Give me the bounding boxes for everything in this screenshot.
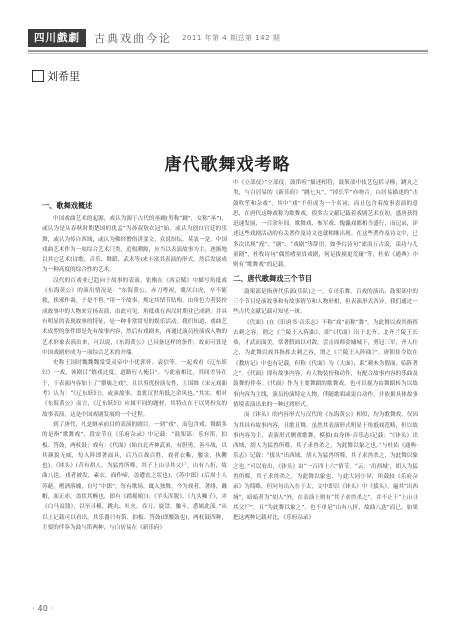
paragraph: 中国戏曲艺术的起源，戏认为源于古代的巫觋(男称“觋”，女称“巫”)，或认为是从春秋时期楚国的优孟“为孙叔敖衣冠”始，或认为创自宫廷的乐舞，或认为传自西域，或认为佛经僧俗讲变文，众说纷纭，莫衷一是。中国戏曲艺术作为一项综合艺术门类，追根溯源，应当以表演故事为主，逐渐地以其它艺术(诗歌、音乐、舞蹈、武术等)来丰富其表演的形式，然后发展成为一种高度的综合性的艺术。 (42, 216, 227, 274)
paragraph: 中《立部伎》”立部伎，鼓笛喧”描述相符，鼓架部中伎艺包括寻橦，跳丸之类，与白居易的《新乐府》“跳七丸”、“掉长竿”亦吻合。白居易描述的“击鼓吹笙和杂戏”，其中“戏”不但成为一个名词，而且包含着故事表演的意思，在唐代这种戏称为歌舞戏，很多古文献记载着戏剧艺术在初，盛唐获得迅速发展，一百余年间，歌舞戏、参军戏、傀儡戏都相当盛行，而记录，评述这些戏剧活动的有关著作及诗文也就相继出现。在这些著作及诗文中，已多次出现“戏”、“剧”、“戏剧”等辞语，如李白诗句“谑浪万古羡，羡功与儿童剧”，杜牧诗句“偶然嗜童真戏剧，何足拔撞更荒庸”等，杜佑《通典》中则有“歌舞戏”的记载。 (233, 180, 418, 269)
paragraph: 鼓架部是指唐代乐部(乐队)之一，专司乐舞，百戏的演出，鼓架部中的三个节目是演故事和有故事情节和人物形相，但表演形式各异，我们通过一些古代文献记载可知见一斑。 (233, 288, 418, 316)
section-heading: 二、唐代歌舞戏三个节目 (233, 273, 313, 283)
author-name: 刘希里 (47, 70, 80, 83)
column-name: 古典戏曲今论 (94, 32, 172, 45)
header-rule-thin (28, 53, 428, 54)
section-heading: 一、歌舞戏概述 (42, 201, 93, 210)
paragraph: 而《钵头》的内容形式与汉代的《东海黄公》相似，均为歌舞戏，仅因为其具有故事内容，且歌且舞，虽然其表演形式明显于角抵戏范畴，但以故事内容为主，表演形式侧重歌舞，模拟(由身体·音乐志)记载：“《钵头》出西域，胡人为猛兽所噬，其子求兽杀之，为此舞以象之也。”与杜佑《通典·乐志》记载：“拔头”出西域，胡人为猛兽所噬，其子求兽杀之，为此舞以象之也。”可以看出，《钵头》由“一百四十六”情节，“云：‘出西域’，胡人为猛兽所噬，其子求兽杀之，为此舞以象也，与此大同小异，所载较《乐府杂录》为简略，但问句出入在于太，文中即以《钵头》中《拔头》，遍其“出西域”，暗暗者为“胡人”外，在表演上则有“其子求兽杀之”，并不止于“上山寻其父尸”，且“为此舞以象之”，也不单是“山有八折，故曲八迭”而已，如果把这两种记载对比，《乐府杂录》 (233, 412, 418, 522)
journal-brand: 四川戲劇 (28, 29, 86, 47)
article-title: 唐代歌舞戏考略 (164, 155, 291, 175)
issue-info: 2011 年第 4 期总第 142 期 (182, 34, 281, 42)
paragraph: 史称王国时魏魏魏常受灵帝中小优郭怀、袁信等，一起戏看《辽东妖妇》一戏，该剧目“嬉戏过度，道路行人掩目”。与此前相比，其间差异在于，于表演内容加上了“猥亵之戏”，且以男优扮演女性，王国维《宋元戏曲考》认为：“《辽东妖妇》，或演故事，盖犹汉世角抵之余风也。”其实，相对《东海黄公》而言，《辽东妖妇》应属不同的题材，其特点在于以男扮女的故事表演，这是中国戏剧发展的一个过程。 (42, 360, 227, 418)
paragraph: 到了唐代，凡是继承前目的表演的剧目，一到“戏”，而包含戏、舞蹈多的是指“歌舞戏”，段安节在《乐府杂录》中记载：“鼓架部：乐有笛、拍板、答鼓，两杖鼓；戏有：《代面》(始自北齐神武弟，有胆勇，善斗战，以其颜貌无威，每入阵即著面具，后乃百战百胜，戏者衣紫，腰金，执鞭也)、《钵头》(昔有胡人，为猛兽所噬，其子上山寻其父尸，山有八折，故曲八迭，戏者被发，素衣，面作啼，盖遭丧之状也)、《苏中郎》(后周士人苏葩，嗜酒落魄，自号“中郎”，每有歌场，辄入独舞，今为戏者，著绯，戴帽，面正赤，盖状其醉也，即有《踏摇娘》)、《羊头浑脱》、《九头狮子》，弄《白马益钱》，以至寻橦、跳丸、吐火、吞刀、旋盘、触斗，悉属此部。”从以上记载可以看出，其乐器只有笛、拍板、答鼓(即腰鼓也)，两杖鼓四种，主要的伴奏为鼓与笛两种，与白居易在《新乐府》 (42, 421, 227, 531)
header-rule (28, 50, 428, 52)
running-header (28, 28, 428, 48)
page-number: · 40 · (32, 604, 55, 613)
author-box-icon (32, 70, 44, 82)
author-line (32, 68, 80, 84)
left-column (42, 198, 227, 533)
paragraph: 汉代的百戏业已趋向于故事的表演，张衡在《西京赋》中描写角抵戏《东海黄公》的演出情况是：“东海黄公，赤刀粤祝，冀厌白虎，卒不能救，挟邪作蛊，于是不售。”用一个故事，规定其情节结构，由角色力者装扮成故事中的人物来宣扬表演，由此可见，角抵戏在西汉时期业已成熟，并具有明显的表现故事的特征，是一种非常常见的娱乐活动，我们知道，戏曲艺术成型的条件即是先有故事内容，然后有戏剧本，再通过演员扮演成人物的艺术形象表演出来，可以说，《东海黄公》已具备这样的条件，故而可算是中国戏剧形成为一项综合艺术的开端。 (42, 277, 227, 356)
paragraph: 《代面》(在《旧唐书·音乐志》不称“戏”而称“舞”，为此舞以戏其指挥去刺之容，谓之《兰陵王入阵曲》，即“《代面》出于北齐，北齐兰陵王长恭，才武而面美，常著假面以对敌，尝击周师金墉城下，勇冠三军，齐人壮之，为此舞以戏其指挥去刺之容，谓之《兰陵王入阵曲》”。唐朝崔令钦在《教坊记》中也有记载，但称《代面》为《大面》，系“刺木为假面，临阵著之”。《代面》即有故事内容，有人物装扮和动作，有配合故事内容的乐曲及鼓舞的伴奏。《代面》作为主要舞蹈的歌舞戏，也可以视为由舞蹈转为以故事内容为主线，演员扮演特定人物，伴随歌唱或说白动作，并依据具体故事情境表演出来的一种过渡形式。 (233, 319, 418, 408)
right-column (233, 178, 418, 524)
